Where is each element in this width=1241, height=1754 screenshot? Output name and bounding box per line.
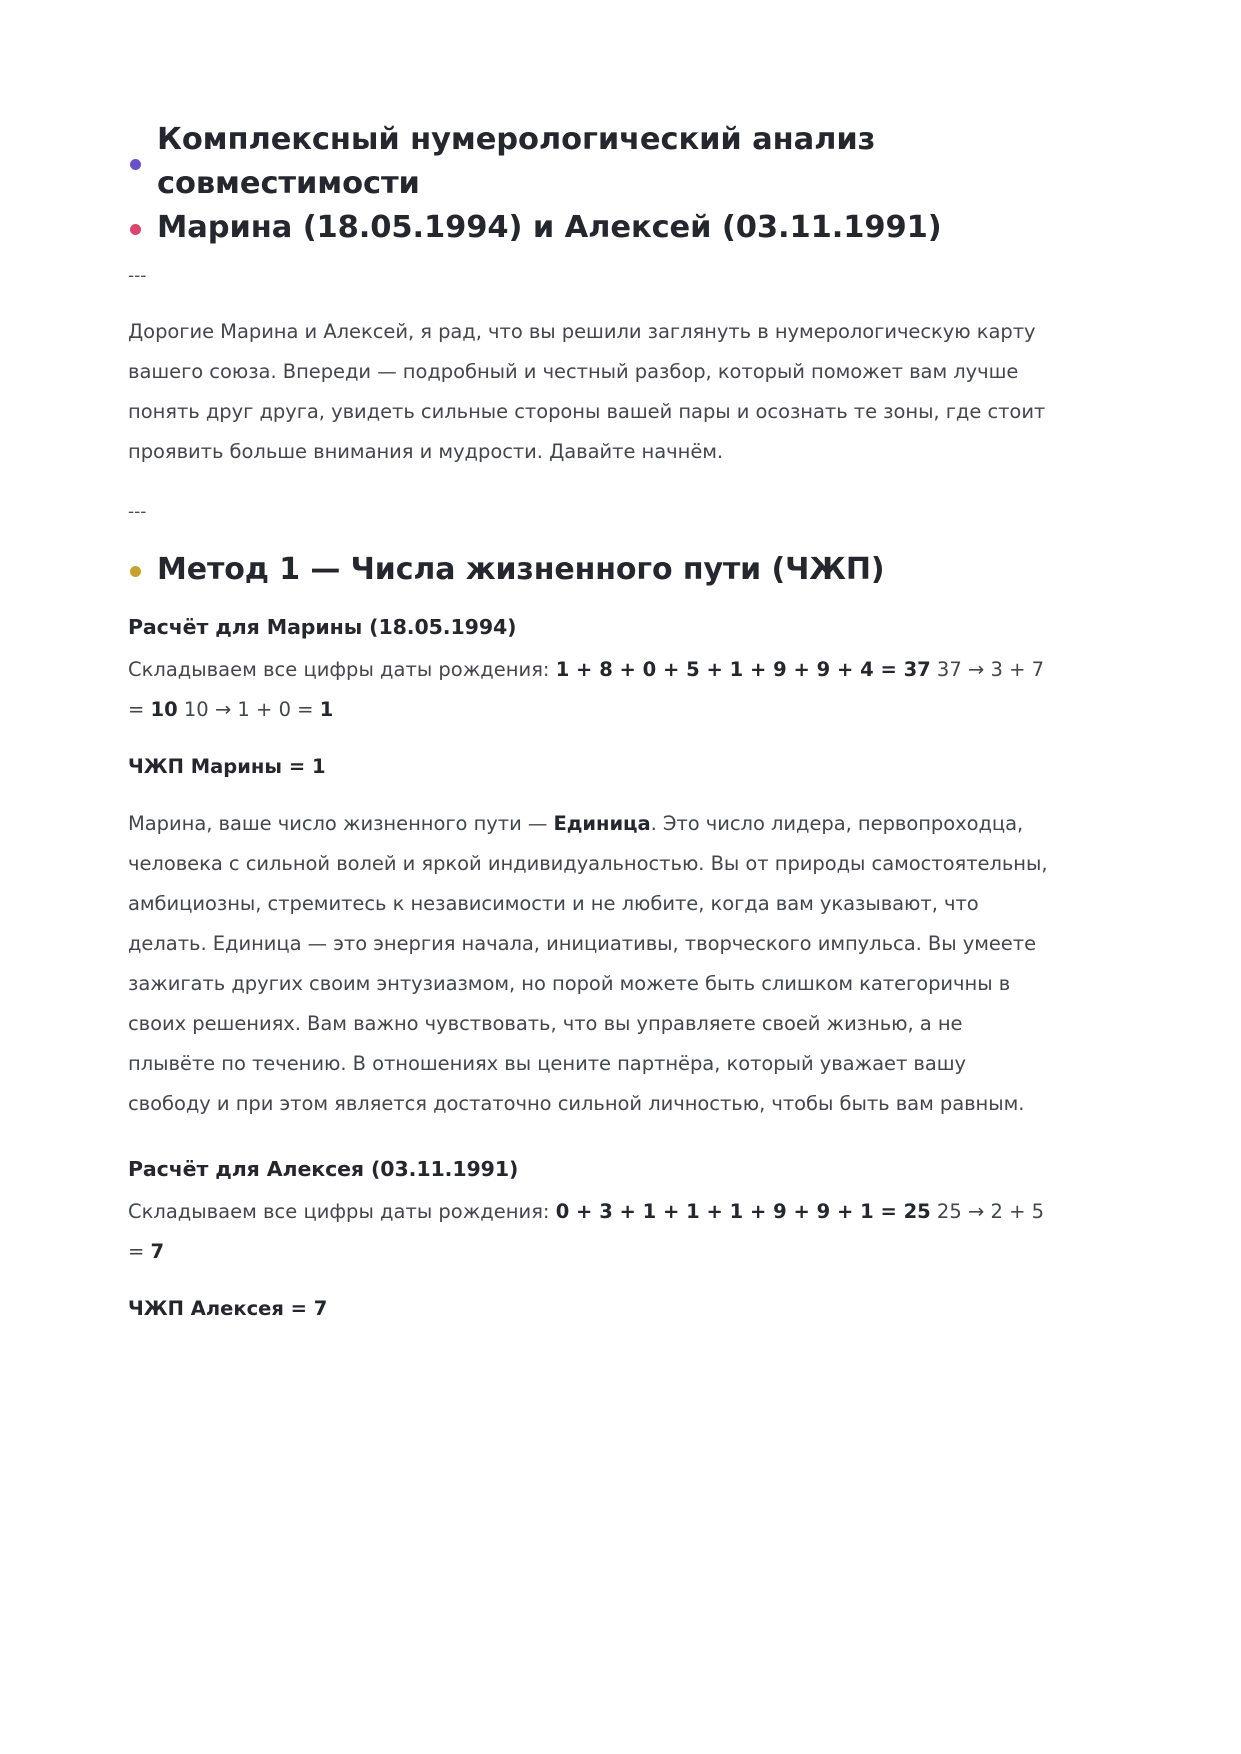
marina-calc-intro: Складываем все цифры даты рождения: [128,658,556,681]
marina-calculation [128,650,1051,730]
spacer [128,522,1051,550]
alexey-calc-intro: Складываем все цифры даты рождения: [128,1200,556,1223]
spacer [128,590,1051,612]
marina-description-after: . Это число лидера, первопроходца, человека с сильной волей и яркой индивидуальностью. Вы от природы самостоятельны, амбициозны, стремитесь к независимости и не любите, когда вам указывают, что делать. Единица — это энергия начала, инициативы, творческого импульса. Вы умеете зажигать других своим энтузиазмом, но порой можете быть слишком категоричны в своих решениях. Вам важно чувствовать, что вы управляете своей жизнью, а не плывёте по течению. В отношениях вы цените партнёра, который уважает вашу свободу и при этом является достаточно сильной личностью, чтобы быть вам равным. [128,812,1048,1115]
page-title: Комплексный нумерологический анализ совместимости [128,118,1051,206]
alexey-calc-heading: Расчёт для Алексея (03.11.1991) [128,1157,519,1181]
marina-calc-step2: 10 → 1 + 0 = [177,698,320,721]
marina-description-before: Марина, ваше число жизненного пути — [128,812,554,835]
alexey-calc-step1-value: 7 [150,1240,165,1263]
marina-description [128,804,1051,1124]
marina-calc-step2-value: 1 [319,698,334,721]
method-1-heading: Метод 1 — Числа жизненного пути (ЧЖП) [128,550,1051,590]
marina-calc-step1-value: 10 [150,698,178,721]
alexey-calc-sum: 0 + 3 + 1 + 1 + 1 + 9 + 9 + 1 = 25 [555,1200,931,1223]
spacer [128,1272,1051,1294]
spacer [128,472,1051,502]
marina-calc-step1: 37 → 3 + 7 = [128,658,1045,721]
spacer [128,1124,1051,1154]
alexey-result: ЧЖП Алексея = 7 [128,1297,328,1320]
alexey-calculation [128,1192,1051,1272]
marina-calc-heading: Расчёт для Марины (18.05.1994) [128,615,517,639]
alexey-calc-step1: 25 → 2 + 5 = [128,1200,1045,1263]
marina-description-keyword: Единица [553,812,651,835]
intro-paragraph: Дорогие Марина и Алексей, я рад, что вы решили заглянуть в нумерологическую карту вашего союза. Впереди — подробный и честный разбор, который поможет вам лучше понять друг друга, увидеть сильные стороны вашей пары и осознать те зоны, где стоит проявить больше внимания и мудрости. Давайте начнём. [128,320,1046,463]
spacer [128,1184,1051,1192]
marina-result: ЧЖП Марины = 1 [128,755,326,778]
divider-second: --- [128,502,147,522]
marina-calc-sum: 1 + 8 + 0 + 5 + 1 + 9 + 9 + 4 = 37 [555,658,931,681]
divider-top: --- [128,266,147,286]
page-subtitle: Марина (18.05.1994) и Алексей (03.11.1991) [128,206,1051,250]
spacer [128,286,1051,312]
spacer [128,642,1051,650]
spacer [128,782,1051,804]
spacer [128,250,1051,266]
spacer [128,730,1051,752]
